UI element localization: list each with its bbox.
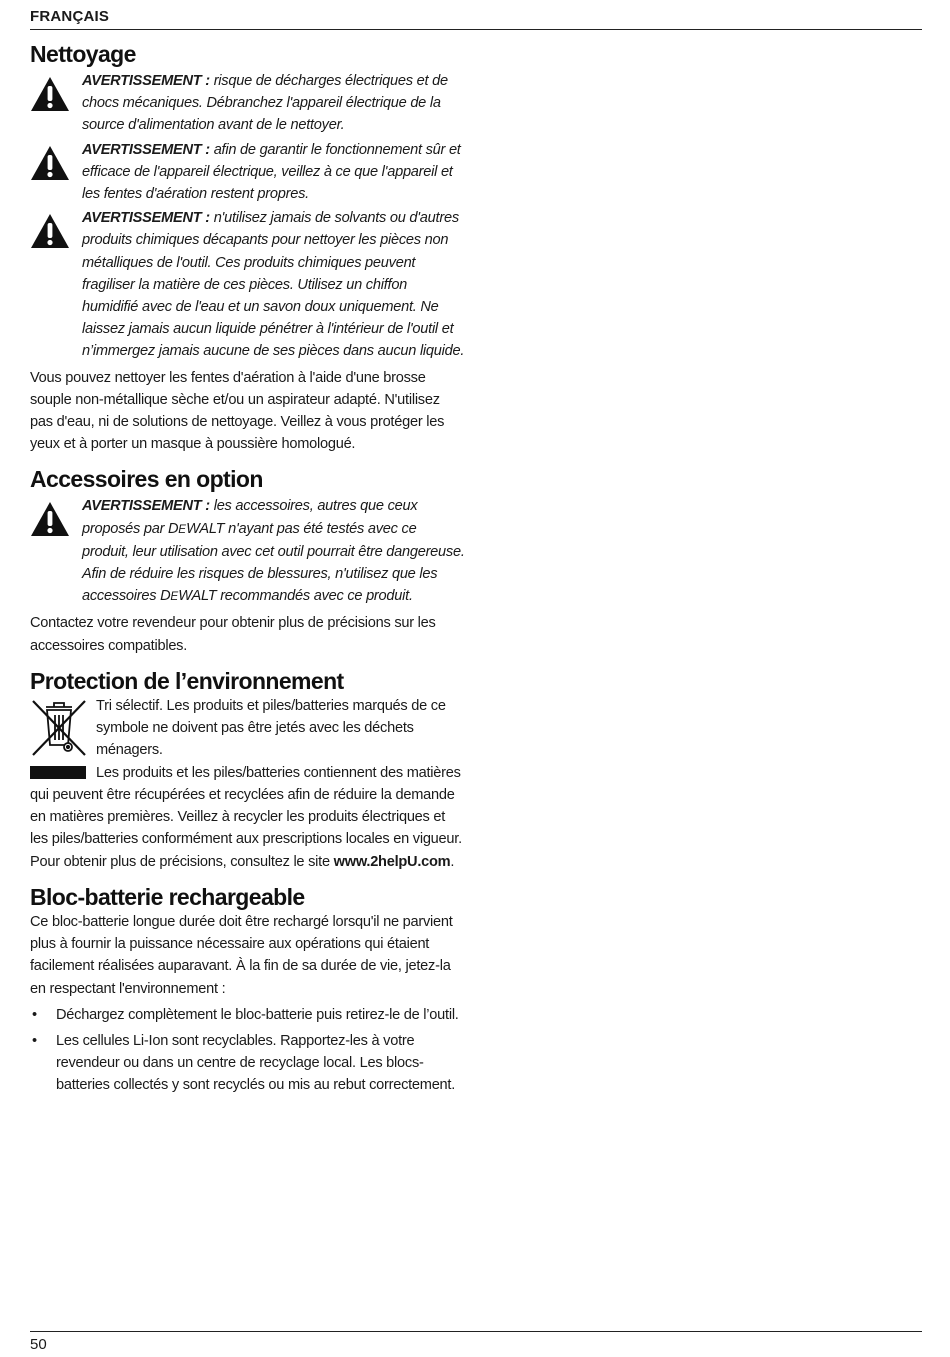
warning-triangle-icon xyxy=(30,139,82,181)
section-title-cleaning: Nettoyage xyxy=(30,41,136,67)
warning-triangle-icon xyxy=(30,495,82,537)
warning-text: afin de garantir le fonctionnement sûr et efficace de l'appareil électrique, veillez à ce que l'appareil et les fentes d'aération restent propres. xyxy=(82,141,461,203)
list-item: • Les cellules Li-Ion sont recyclables. Rapportez-les à votre revendeur ou dans un centre de recyclage local. Les blocs-batteries collectés y sont recyclés ou mis au rebut correctement. xyxy=(30,1030,466,1097)
warning-block xyxy=(30,139,466,206)
environment-body: Les produits et les piles/batteries contiennent des matières qui peuvent être récupérées et recyclées afin de réduire la demande en matières premières. Veillez à recycler les produits électriques et les piles/batteries conformément aux prescriptions locales en vigueur. Pour obtenir plus de précisions, consultez le site www.2helpU.com. xyxy=(30,764,462,870)
warning-label: AVERTISSEMENT : xyxy=(82,498,210,515)
warning-label: AVERTISSEMENT : xyxy=(82,210,210,227)
cleaning-body: Vous pouvez nettoyer les fentes d'aération à l'aide d'une brosse souple non-métallique sèche et/ou un aspirateur adapté. N'utilisez pas d'eau, ni de solutions de nettoyage. Veillez à vous protéger les yeux et à porter un masque à poussière homologué. xyxy=(30,369,445,453)
warning-text: risque de décharges électriques et de chocs mécaniques. Débranchez l'appareil électrique de la source d'alimentation avant de le nettoyer. xyxy=(82,73,448,134)
header-rule xyxy=(30,29,922,30)
page-number: 50 xyxy=(30,1336,47,1353)
help-link[interactable]: www.2helpU.com xyxy=(333,853,451,870)
footer-rule xyxy=(30,1331,922,1332)
accessories-body: Contactez votre revendeur pour obtenir plus de précisions sur les accessoires compatibles. xyxy=(30,615,436,654)
warning-block: AVERTISSEMENT : les accessoires, autres que ceux proposés par DEWALT n'ayant pas été testés avec ce produit, leur utilisation avec cet outil pourrait être dangereuse. Afin de réduire les risques de blessures, n'utilisez que les accessoires DEWALT recommandés avec ce produit. xyxy=(30,495,466,608)
warning-block xyxy=(30,207,466,362)
warning-text: n'utilisez jamais de solvants ou d'autres produits chimiques décapants pour nettoyer les pièces non métalliques de l'outil. Ces produits chimiques peuvent fragiliser la matière de ces pièces. Utilisez un chiffon humidifié avec de l'eau et un savon doux uniquement. Ne laissez jamais aucun liquide pénétrer à l'intérieur de l'outil et n’immergez jamais aucune de ses pièces dans aucun liquide. xyxy=(82,210,465,360)
warning-triangle-icon xyxy=(30,70,82,112)
crossed-out-wheeled-bin-icon xyxy=(30,695,96,762)
warning-triangle-icon xyxy=(30,207,82,249)
language-header: FRANÇAIS xyxy=(30,8,110,25)
warning-label: AVERTISSEMENT : xyxy=(82,73,210,89)
recycle-text: Tri sélectif. Les produits et piles/batteries marqués de ce symbole ne doivent pas être jetés avec les déchets ménagers. xyxy=(96,697,446,759)
section-title-environment: Protection de l’environnement xyxy=(30,667,344,694)
warning-block xyxy=(30,70,466,137)
battery-bullet-list xyxy=(30,1004,466,1097)
section-title-battery: Bloc-batterie rechargeable xyxy=(30,883,305,910)
recycle-block xyxy=(30,695,466,762)
separate-collection-bar xyxy=(30,766,86,779)
battery-body: Ce bloc-batterie longue durée doit être rechargé lorsqu'il ne parvient plus à fournir la puissance nécessaire aux opérations qui étaient facilement réalisées auparavant. À la fin de sa durée de vie, jetez-la en respectant l'environnement : xyxy=(30,913,453,997)
content-column xyxy=(30,40,466,1097)
warning-label: AVERTISSEMENT : xyxy=(82,141,210,158)
list-item: • Déchargez complètement le bloc-batterie puis retirez-le de l’outil. xyxy=(30,1004,466,1026)
section-title-accessories: Accessoires en option xyxy=(30,466,263,493)
